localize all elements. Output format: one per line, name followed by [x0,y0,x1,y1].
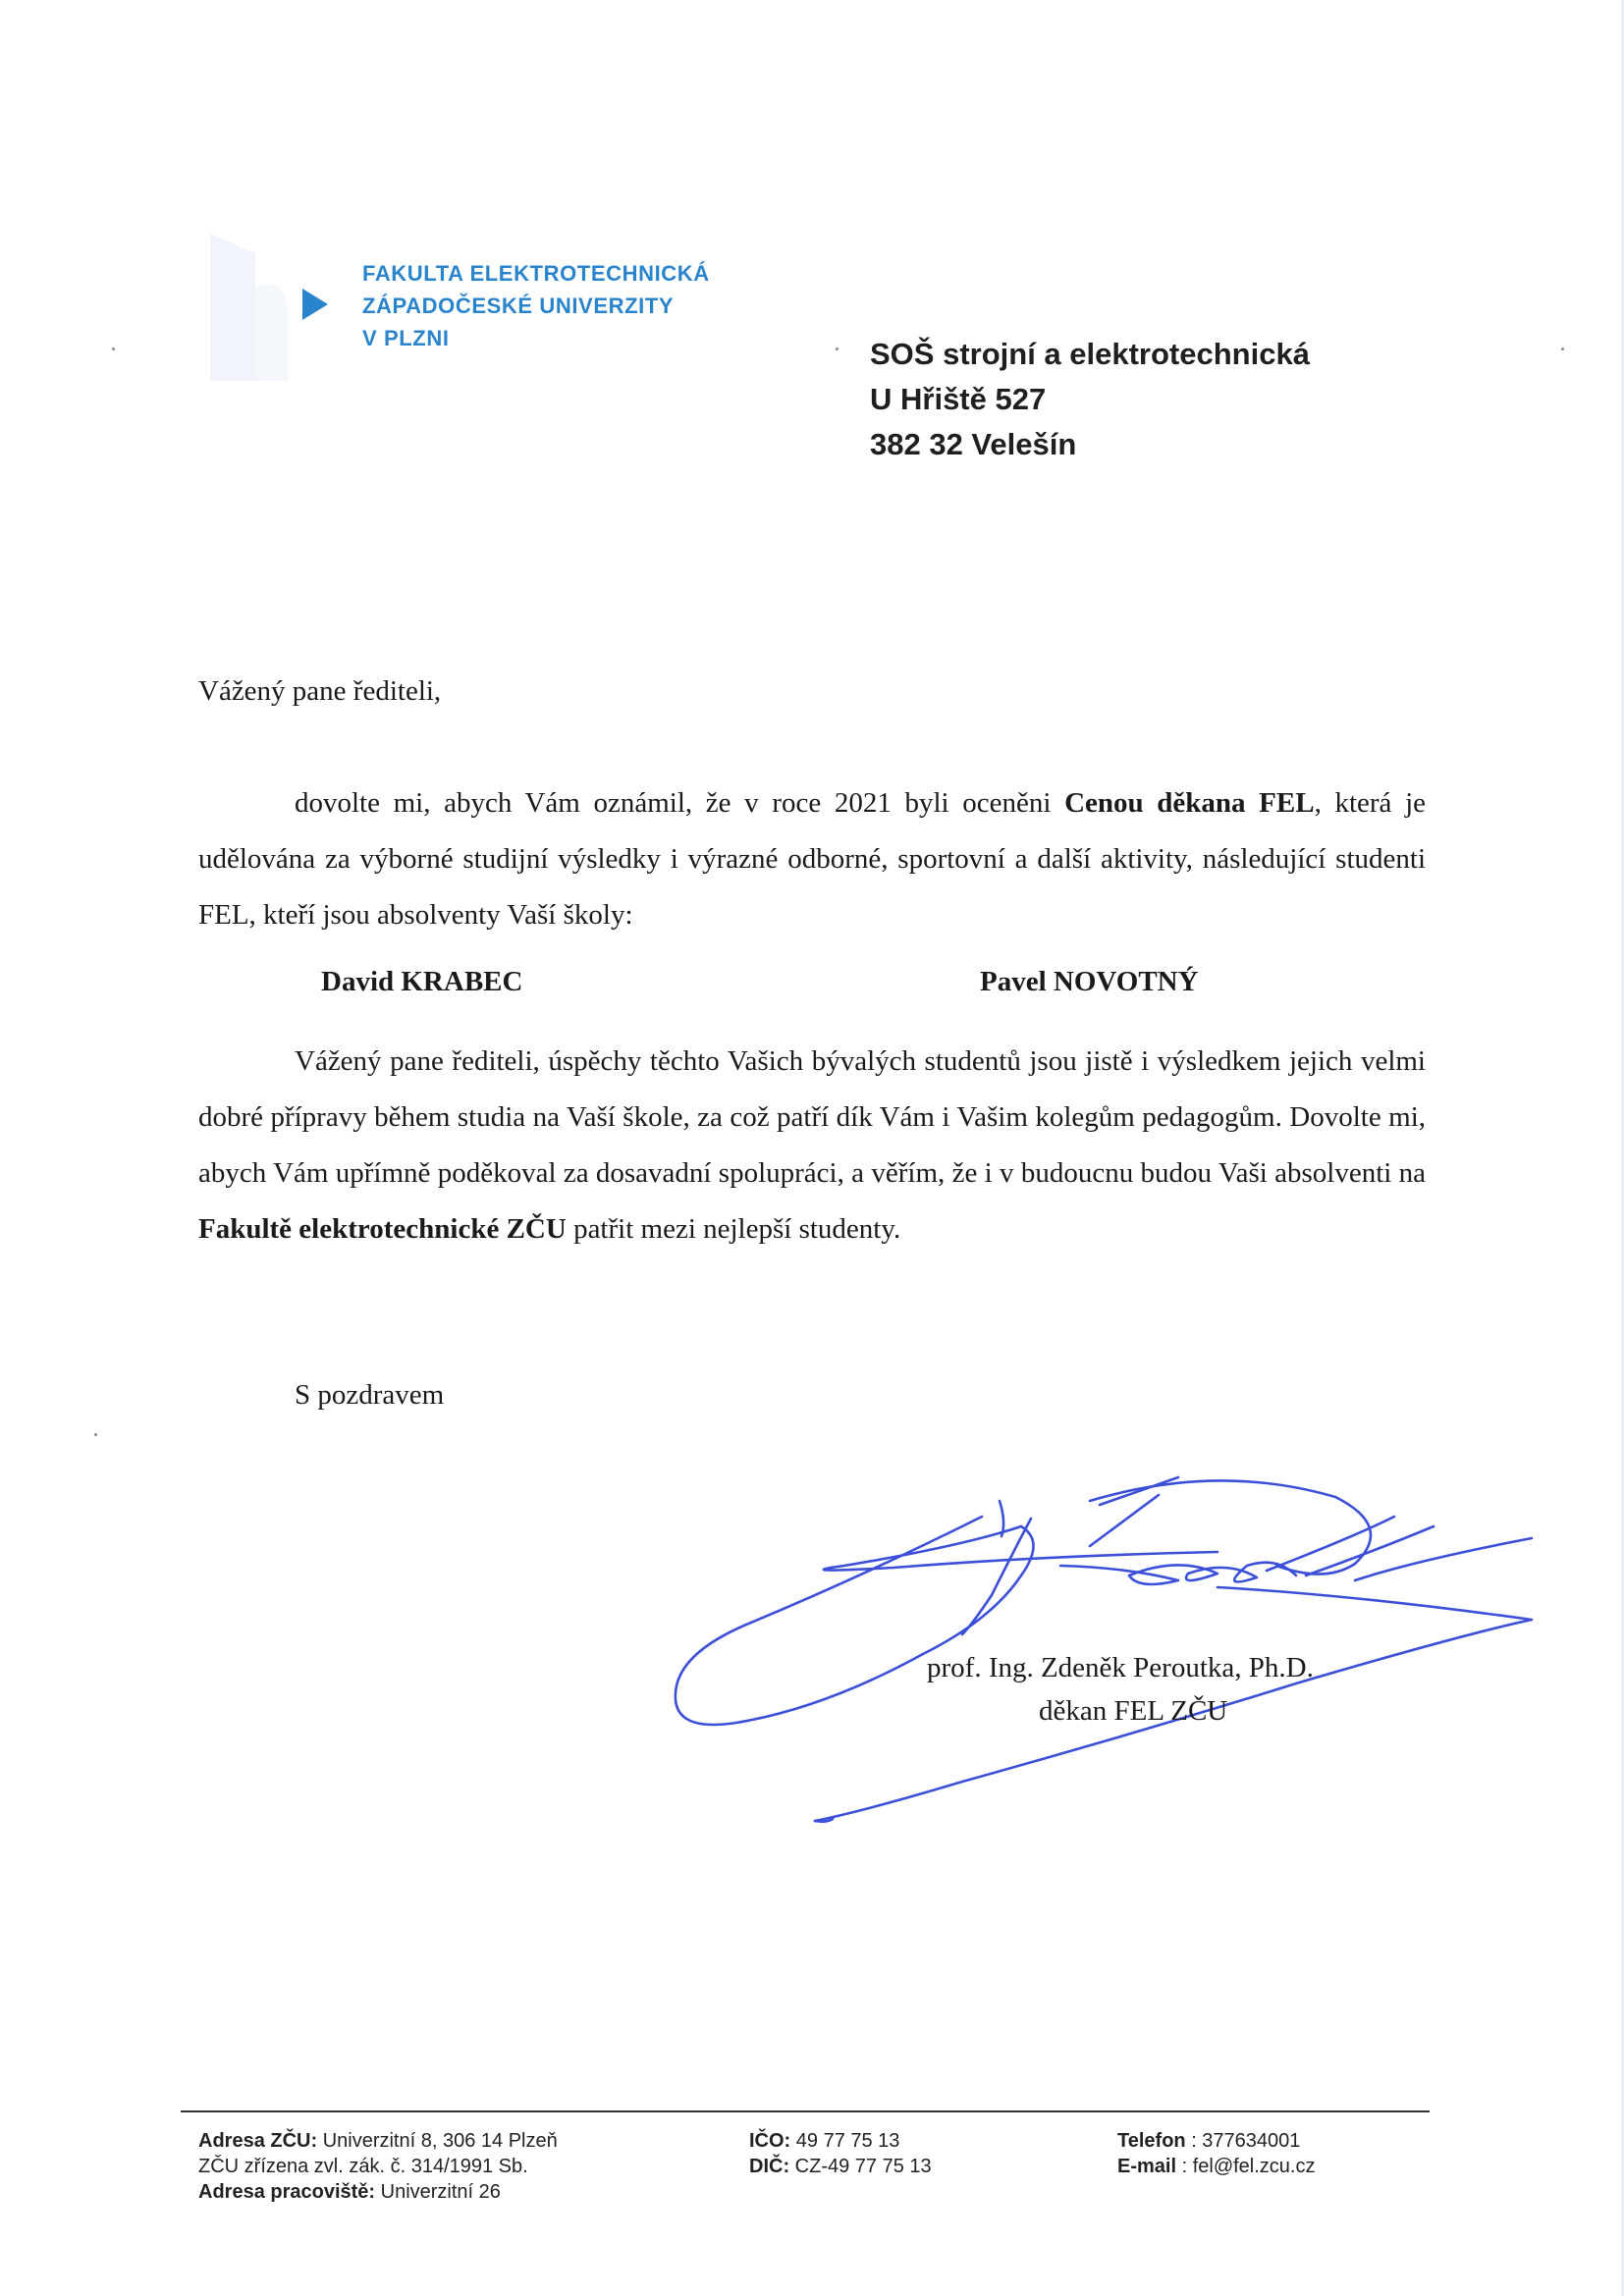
paragraph-text: patřit mezi nejlepší studenty. [566,1213,901,1245]
footer-line [749,2128,932,2154]
faculty-bold-name: Fakultě elektrotechnické ZČU [198,1213,567,1245]
faculty-name-line: ZÁPADOČESKÉ UNIVERZITY [362,294,675,318]
footer-label: Adresa ZČU: [198,2130,318,2152]
scan-speck [1561,347,1564,350]
recipient-line: 382 32 Velešín [870,427,1077,461]
faculty-name-line: FAKULTA ELEKTROTECHNICKÁ [362,261,710,286]
footer-value: CZ-49 77 75 13 [789,2156,932,2177]
faculty-name [362,257,710,354]
footer-label: IČO: [749,2130,791,2152]
footer-value: ZČU zřízena zvl. zák. č. 314/1991 Sb. [198,2156,528,2177]
footer-ids [749,2128,932,2179]
signer-block [927,1646,1314,1733]
faculty-logo-icon [210,234,328,381]
footer-value: : fel@fel.zcu.cz [1176,2156,1316,2177]
scan-speck [836,347,839,350]
recipient-address [870,332,1310,467]
footer-line [1117,2154,1316,2179]
footer-line [749,2154,932,2179]
paragraph-thanks [198,1034,1426,1257]
footer-value: : 377634001 [1185,2130,1301,2152]
footer-line [198,2154,558,2179]
footer-line [1117,2128,1316,2154]
paragraph-text: dovolte mi, abych Vám oznámil, že v roce 2021 byli oceněni [295,787,1065,819]
paragraph-text: Vážený pane řediteli, úspěchy těchto Vašich bývalých studentů jsou jistě i výsledkem jejich velmi dobré přípravy během studia na Vaší škole, za což patří dík Vám i Vašim kolegům pedagogům. Dovolte mi, abych Vám upřímně poděkoval za dosavadní spolupráci, a věřím, že i v budoucnu budou Vaši absolventi na [198,1045,1426,1189]
footer-address [198,2128,558,2205]
faculty-name-line: V PLZNI [362,326,450,350]
closing: S pozdravem [295,1379,445,1411]
footer-contact [1117,2128,1316,2179]
footer-value: 49 77 75 13 [790,2130,900,2152]
student-name: Pavel NOVOTNÝ [980,966,1199,997]
salutation: Vážený pane řediteli, [198,675,442,707]
footer-value: Univerzitní 8, 306 14 Plzeň [317,2130,558,2152]
footer-value: Univerzitní 26 [375,2181,501,2203]
footer-label: Telefon [1117,2130,1186,2152]
footer-label: DIČ: [749,2156,790,2177]
footer-label: E-mail [1117,2156,1177,2177]
footer-label: Adresa pracoviště: [198,2181,376,2203]
recipient-line: U Hřiště 527 [870,382,1047,416]
signer-title: děkan FEL ZČU [1039,1695,1228,1727]
scan-speck [112,347,115,350]
paragraph-text: , která je udělována za výborné studijní výsledky i výrazné odborné, sportovní a další aktivity, následující studenti FEL, kteří jsou absolventy Vaší školy: [198,787,1426,931]
footer-line [198,2179,558,2205]
paragraph-award [198,775,1426,943]
student-name: David KRABEC [321,966,523,997]
footer-divider [181,2110,1430,2112]
signer-name: prof. Ing. Zdeněk Peroutka, Ph.D. [927,1652,1314,1683]
footer-line [198,2128,558,2154]
scan-speck [94,1433,97,1436]
award-name: Cenou děkana FEL [1064,787,1315,819]
recipient-line: SOŠ strojní a elektrotechnická [870,337,1310,371]
